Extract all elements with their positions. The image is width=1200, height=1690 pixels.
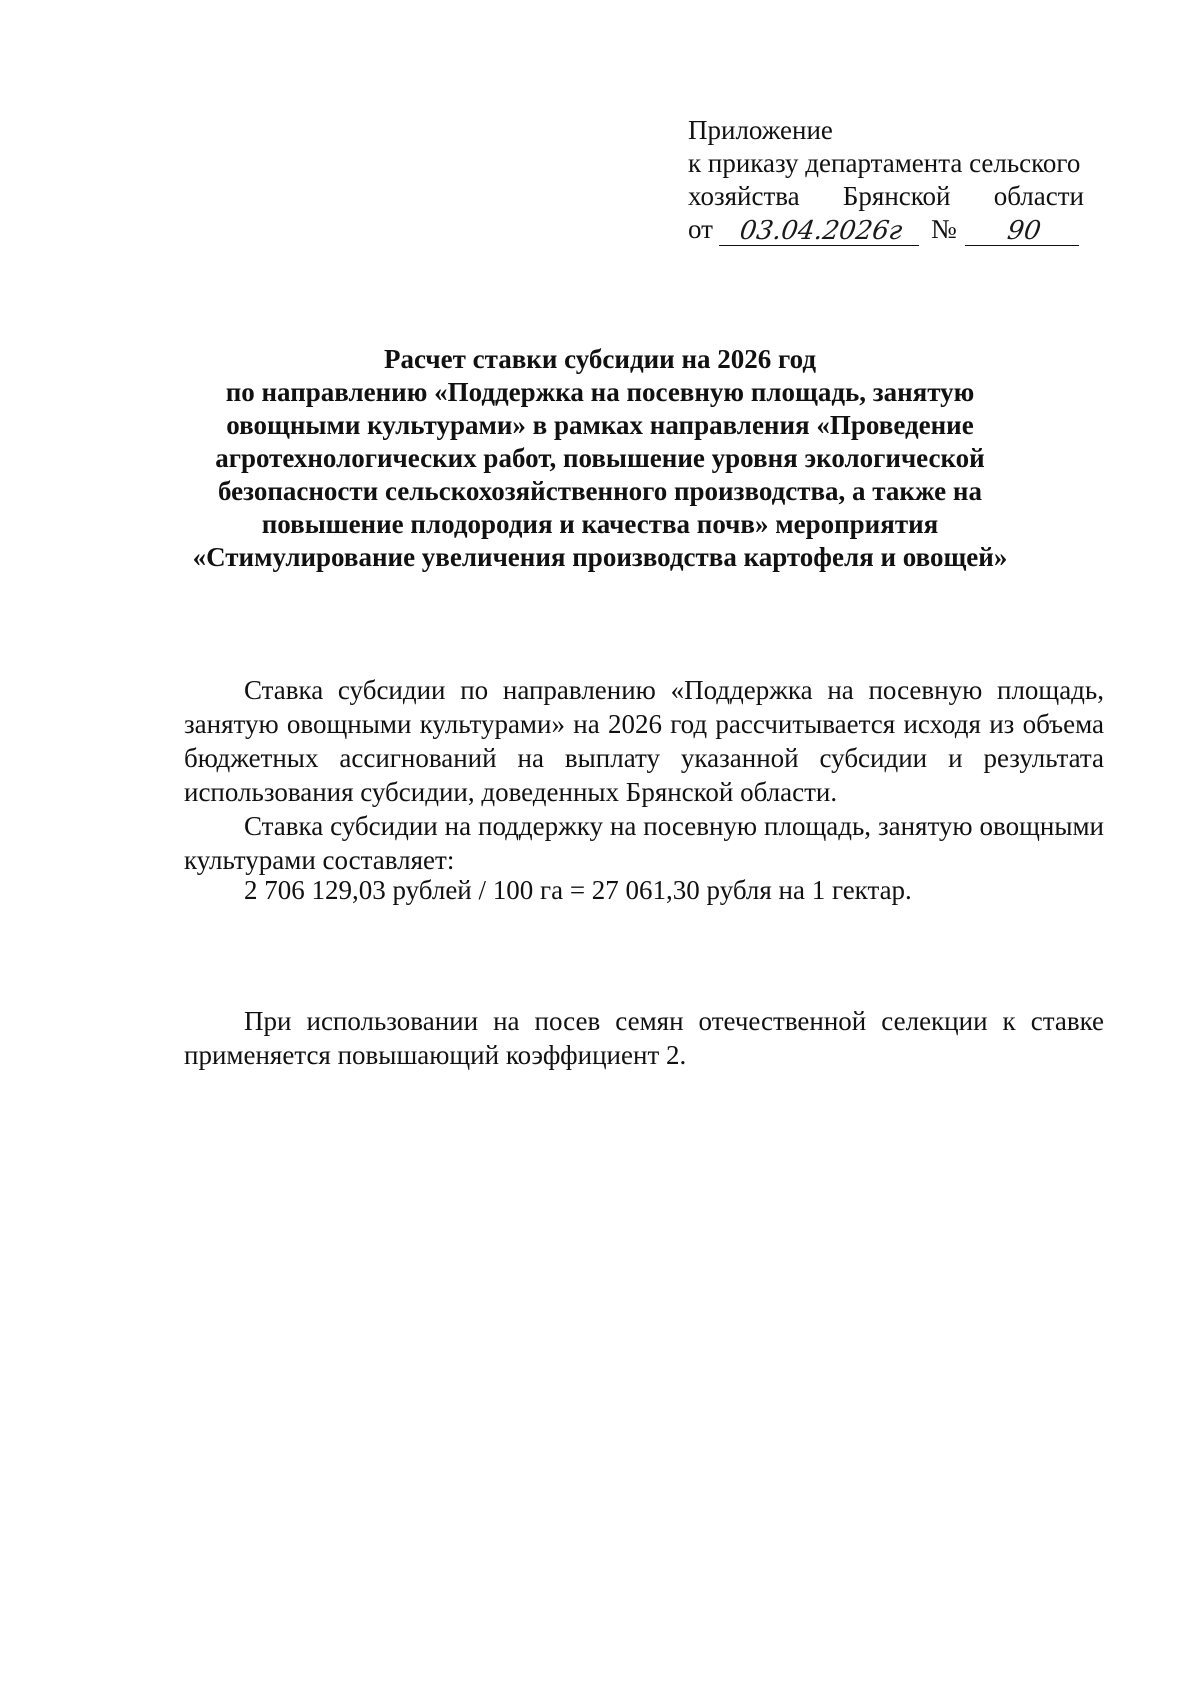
body-section-calculation: [184, 673, 1104, 877]
document-title: [120, 343, 1080, 574]
title-line: безопасности сельскохозяйственного производства, а также на: [218, 476, 982, 506]
appendix-title: Приложение: [688, 115, 833, 145]
title-line: овощными культурами» в рамках направления «Проведение: [226, 410, 974, 440]
handwritten-date: 03.04.2026г: [719, 217, 923, 246]
title-line: «Стимулирование увеличения производства картофеля и овощей»: [192, 542, 1008, 572]
number-prefix: №: [930, 214, 957, 244]
appendix-date-number-line: [688, 213, 1108, 246]
body-section-coefficient: [184, 1004, 1104, 1072]
paragraph-rate-basis: Ставка субсидии по направлению «Поддержка на посевную площадь, занятую овощными культурами» на 2026 год рассчитывается исходя из объема бюджетных ассигнований на выплату указанной субсидии и результата использования субсидии, доведенных Брянской области.: [184, 675, 1104, 807]
appendix-word-3: области: [993, 181, 1084, 211]
appendix-header: [688, 114, 1108, 246]
appendix-department-line: [688, 180, 1084, 213]
appendix-word-1: хозяйства: [688, 181, 800, 211]
title-line: повышение плодородия и качества почв» мероприятия: [261, 509, 939, 539]
title-line: Расчет ставки субсидии на 2026 год: [383, 344, 817, 374]
appendix-order-ref: к приказу департамента сельского: [688, 148, 1081, 178]
appendix-word-2: Брянской: [842, 181, 951, 211]
title-line: по направлению «Поддержка на посевную площадь, занятую: [225, 377, 975, 407]
date-prefix: от: [688, 214, 713, 244]
handwritten-number: 90: [965, 217, 1083, 246]
paragraph-coefficient: При использовании на посев семян отечественной селекции к ставке применяется повышающий коэффициент 2.: [184, 1006, 1104, 1070]
rate-formula: 2 706 129,03 рублей / 100 га = 27 061,30 рубля на 1 гектар.: [244, 875, 912, 905]
title-line: агротехнологических работ, повышение уровня экологической: [215, 443, 985, 473]
paragraph-rate-intro: Ставка субсидии на поддержку на посевную площадь, занятую овощными культурами составляет:: [184, 811, 1104, 875]
